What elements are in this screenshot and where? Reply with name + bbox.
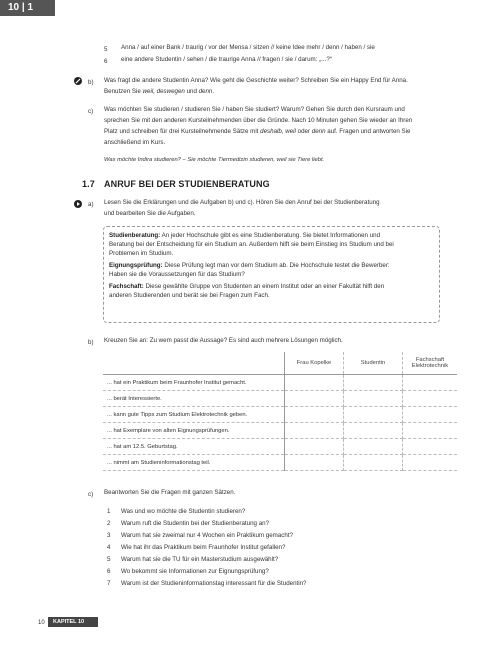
glossary-entry: Fachschaft: Diese gewählte Gruppe von Studenten an einem Institut oder an einer Fakultät hilft den anderen Studierenden und berät sie bei Fragen zum Fach. [109, 283, 385, 299]
chapter-footer-label: KAPITEL 10 [48, 617, 98, 627]
checkbox-cell[interactable] [344, 391, 403, 407]
statement-cell: ... hat Exemplare von alten Eignungsprüfungen. [103, 423, 285, 439]
task-label: a) [88, 201, 94, 208]
checkbox-cell[interactable] [403, 375, 458, 391]
statement-cell: ... nimmt am Studieninformationstag teil. [103, 455, 285, 471]
task-instruction: Benutzen Sie weil, deswegen und denn. [104, 88, 215, 95]
question-text: Was und wo möchte die Studentin studieren? [121, 508, 246, 515]
table-row [103, 439, 457, 455]
question-text: Warum hat sie die TU für ein Masterstudium ausgewählt? [121, 556, 279, 563]
chapter-tab: 10 | 1 [0, 0, 55, 16]
statement-cell: ... hat am 12.5. Geburtstag. [103, 439, 285, 455]
line-number: 6 [104, 58, 108, 65]
pencil-icon [74, 77, 82, 85]
checkbox-cell[interactable] [285, 455, 344, 471]
table-row [103, 455, 457, 471]
section-number: 1.7 [82, 179, 95, 189]
question-number: 5 [107, 556, 111, 563]
task-label: b) [88, 339, 94, 346]
line-text: eine andere Studentin / sehen / die traurige Anna // fragen / sie / darum: „...?“ [121, 56, 332, 63]
column-header: Frau Kopelke [285, 352, 344, 375]
column-header: Studentin [344, 352, 403, 375]
example-sentence: Was möchte Indira studieren? – Sie möchte Tiermedizin studieren, weil sie Tiere liebt. [104, 157, 325, 163]
checkbox-cell[interactable] [285, 407, 344, 423]
question-number: 3 [107, 532, 111, 539]
task-instruction: sprechen Sie mit den anderen Kursteilnehmenden über die Gründe. Nach 10 Minuten gehen Sie wieder an Ihren [104, 117, 413, 124]
glossary-entry: Studienberatung: An jeder Hochschule gibt es eine Studienberatung. Sie bietet Informationen und Beratung bei der Entscheidung für ein Studium an. Außerdem hilft sie beim Einstieg ins Studium und bei Problemen im Studium. [109, 232, 394, 257]
checkbox-cell[interactable] [403, 407, 458, 423]
glossary-entry: Eignungsprüfung: Diese Prüfung legt man vor dem Studium ab. Die Hochschule testet die Bewerber: Haben sie die Voraussetzungen für das Studium? [109, 262, 390, 278]
question-text: Wie hat ihr das Praktikum beim Fraunhofer Institut gefallen? [121, 544, 286, 551]
question-number: 2 [107, 520, 111, 527]
question-number: 1 [107, 508, 111, 515]
checkbox-cell[interactable] [403, 423, 458, 439]
line-text: Anna / auf einer Bank / traurig / vor der Mensa / sitzen // keine Idee mehr / denn / haben / sie [121, 44, 375, 51]
question-number: 7 [107, 580, 111, 587]
checkbox-cell[interactable] [344, 455, 403, 471]
task-label: b) [88, 79, 94, 86]
checkbox-cell[interactable] [403, 455, 458, 471]
question-number: 4 [107, 544, 111, 551]
checkbox-cell[interactable] [344, 407, 403, 423]
task-instruction: Beantworten Sie die Fragen mit ganzen Sätzen. [104, 489, 236, 496]
checkbox-cell[interactable] [285, 439, 344, 455]
question-text: Warum hat sie zweimal nur 4 Wochen ein Praktikum gemacht? [121, 532, 293, 539]
question-number: 6 [107, 568, 111, 575]
task-instruction: Lesen Sie die Erklärungen und die Aufgaben b) und c). Hören Sie den Anruf bei der Studienberatung [104, 199, 380, 206]
checkbox-cell[interactable] [403, 439, 458, 455]
table-row [103, 407, 457, 423]
section-title: ANRUF BEI DER STUDIENBERATUNG [104, 179, 270, 189]
table-header-row [103, 352, 457, 375]
statement-cell: ... kann gute Tipps zum Studium Elektrotechnik geben. [103, 407, 285, 423]
checkbox-cell[interactable] [285, 391, 344, 407]
page-number: 10 [38, 620, 45, 626]
checkbox-cell[interactable] [344, 439, 403, 455]
task-label: c) [88, 491, 94, 498]
question-text: Warum ist der Studieninformationstag interessant für die Studentin? [121, 580, 307, 587]
checkbox-cell[interactable] [403, 391, 458, 407]
table-row [103, 375, 457, 391]
question-text: Warum ruft die Studentin bei der Studienberatung an? [121, 520, 270, 527]
glossary-box [103, 226, 440, 323]
checkbox-cell[interactable] [344, 375, 403, 391]
task-instruction: Was möchten Sie studieren / studieren Sie / haben Sie studiert? Warum? Gehen Sie durch den Kursraum und [104, 106, 405, 113]
task-instruction: Platz und schreiben für drei Kursteilnehmende Sätze mit deshalb, weil oder denn auf. Fragen und antworten Sie [104, 128, 411, 135]
checkbox-cell[interactable] [344, 423, 403, 439]
task-instruction: und bearbeiten Sie die Aufgaben. [104, 210, 196, 217]
task-label: c) [88, 108, 94, 115]
table-row [103, 391, 457, 407]
task-instruction: Was fragt die andere Studentin Anna? Wie geht die Geschichte weiter? Schreiben Sie ein Happy End für Anna. [104, 77, 408, 84]
checkbox-cell[interactable] [285, 375, 344, 391]
question-text: Wo bekommt sie Informationen zur Eignungsprüfung? [121, 568, 269, 575]
line-number: 5 [104, 46, 108, 53]
column-header: Fachschaft Elektrotechnik [403, 352, 458, 375]
table-row [103, 423, 457, 439]
statement-cell: ... berät Interessierte. [103, 391, 285, 407]
task-instruction: anschließend im Kurs. [104, 139, 166, 146]
matching-table [103, 352, 457, 471]
audio-play-icon[interactable] [74, 200, 82, 208]
checkbox-cell[interactable] [285, 423, 344, 439]
task-instruction: Kreuzen Sie an: Zu wem passt die Aussage? Es sind auch mehrere Lösungen möglich. [104, 337, 343, 344]
statement-cell: ... hat ein Praktikum beim Fraunhofer Institut gemacht. [103, 375, 285, 391]
